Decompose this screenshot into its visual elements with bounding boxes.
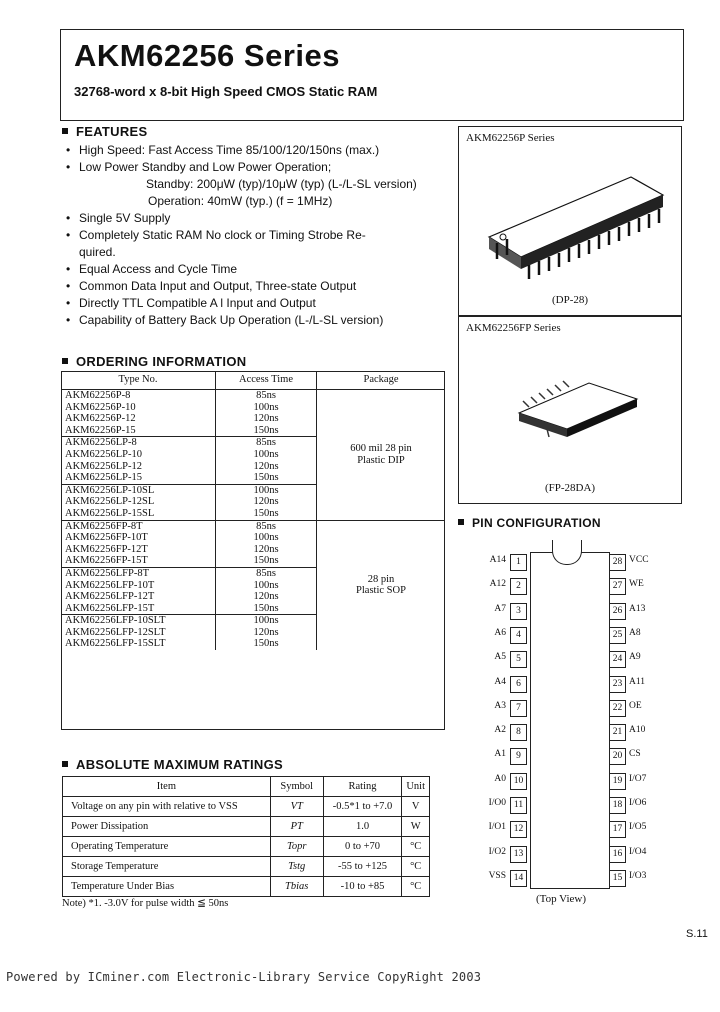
pin-number: 5	[510, 651, 527, 668]
access-cell: 120ns	[216, 461, 317, 473]
type-cell: AKM62256LP-15	[65, 472, 143, 484]
page-number: S.11	[686, 928, 708, 940]
col-unit: Unit	[402, 777, 430, 797]
pin-number: 17	[609, 821, 626, 838]
pin-number: 6	[510, 676, 527, 693]
fp-package-box	[458, 316, 682, 504]
pin-label: CS	[629, 749, 641, 760]
col-access: Access Time	[216, 371, 317, 390]
type-cell: AKM62256P-8	[65, 390, 131, 401]
col-rating: Rating	[323, 777, 402, 797]
pin-label: I/O1	[488, 822, 506, 833]
pin-number: 28	[609, 554, 626, 571]
type-cell: AKM62256P-12	[65, 413, 136, 425]
dip-package-box	[458, 126, 682, 316]
feature-item: • Directly TTL Compatible A l Input and Output	[66, 296, 316, 310]
pin-label: A2	[494, 725, 506, 736]
pin-number: 15	[609, 870, 626, 887]
ratings-note: Note) *1. -3.0V for pulse width ≦ 50ns	[62, 898, 229, 909]
access-cell: 100ns	[216, 532, 317, 544]
access-cell: 100ns	[216, 402, 317, 414]
feature-operation: Operation: 40mW (typ.) (f = 1MHz)	[148, 194, 333, 208]
fp-series-label: AKM62256FP Series	[466, 322, 561, 334]
pin-number: 2	[510, 578, 527, 595]
col-symbol: Symbol	[270, 777, 323, 797]
pin-label: A11	[629, 676, 646, 687]
access-cell: 85ns	[216, 437, 317, 449]
pin-number: 18	[609, 797, 626, 814]
pin-caption: (Top View)	[536, 893, 586, 905]
access-cell: 120ns	[216, 496, 317, 508]
type-cell: AKM62256LFP-12T	[65, 591, 155, 603]
feature-item: • Common Data Input and Output, Three-state Output	[66, 279, 357, 293]
type-cell: AKM62256LFP-10SLT	[61, 615, 216, 627]
pin-label: I/O0	[488, 798, 506, 808]
pin-label: I/O7	[629, 773, 647, 784]
access-cell: 100ns	[216, 449, 317, 461]
pin-number: 14	[510, 870, 527, 887]
table-row	[61, 520, 445, 532]
access-cell: 85ns	[216, 520, 317, 532]
pin-label: WE	[629, 579, 644, 590]
type-cell: AKM62256LFP-12SLT	[65, 626, 166, 638]
pin-number: 4	[510, 627, 527, 644]
access-cell: 120ns	[216, 591, 317, 603]
pin-label: OE	[629, 700, 642, 711]
type-cell: AKM62256FP-10T	[65, 532, 148, 544]
col-item: Item	[63, 777, 271, 797]
features-heading: FEATURES	[62, 124, 148, 139]
pin-label: I/O3	[629, 870, 647, 881]
sop-chip-icon	[509, 377, 649, 447]
table-row: Storage Temperature Tstg -55 to +125 °C	[63, 857, 430, 877]
dip-chip-icon	[481, 167, 671, 282]
feature-standby: Standby: 200μW (typ)/10μW (typ) (L-/L-SL version)	[146, 177, 417, 191]
pin-label: A9	[629, 652, 641, 663]
dip-series-label: AKM62256P Series	[466, 132, 555, 144]
access-cell: 120ns	[216, 413, 317, 425]
feature-item: • Single 5V Supply	[66, 211, 171, 225]
pin-label: I/O4	[629, 846, 647, 857]
access-cell: 150ns	[216, 425, 317, 437]
access-cell: 150ns	[216, 603, 317, 615]
feature-continued: quired.	[79, 245, 116, 259]
pin-label: A10	[629, 725, 646, 736]
type-cell: AKM62256P-15	[65, 424, 136, 436]
access-cell: 85ns	[216, 567, 317, 579]
dip-caption: (DP-28)	[551, 294, 589, 306]
pin-label: A0	[494, 773, 506, 784]
page-title: AKM62256 Series	[74, 38, 340, 73]
feature-item: • Completely Static RAM No clock or Timing Strobe Re-	[66, 228, 366, 242]
pin-label: A4	[494, 676, 506, 687]
feature-item: • Capability of Battery Back Up Operation (L-/L-SL version)	[66, 313, 384, 327]
pin-label: A6	[494, 627, 506, 638]
pin-label: A13	[629, 603, 646, 614]
dip-chip-outline	[530, 552, 610, 889]
ratings-heading: ABSOLUTE MAXIMUM RATINGS	[62, 757, 283, 772]
pin-number: 3	[510, 603, 527, 620]
pin-label: I/O2	[488, 846, 506, 857]
type-cell: AKM62256FP-12T	[65, 543, 148, 555]
table-row: Temperature Under Bias Tbias -10 to +85 °C	[63, 877, 430, 897]
type-cell: AKM62256LP-10	[65, 448, 143, 460]
package-cell: 28 pin Plastic SOP	[317, 520, 446, 650]
pin-label: A7	[494, 603, 506, 614]
table-row	[61, 390, 445, 402]
pin-label: A8	[629, 627, 641, 638]
package-cell: 600 mil 28 pin Plastic DIP	[317, 390, 446, 521]
pin-number: 13	[510, 846, 527, 863]
page-subtitle: 32768-word x 8-bit High Speed CMOS Static RAM	[74, 84, 378, 99]
type-cell: AKM62256LP-12SL	[65, 496, 155, 508]
pin-number: 27	[609, 578, 626, 595]
pin-heading: PIN CONFIGURATION	[458, 516, 601, 530]
type-cell: AKM62256LP-10SL	[61, 484, 216, 496]
pin-number: 20	[609, 748, 626, 765]
pin-number: 10	[510, 773, 527, 790]
pin-label: A3	[494, 700, 506, 711]
col-package: Package	[317, 371, 446, 390]
access-cell: 120ns	[216, 544, 317, 556]
type-cell: AKM62256FP-8T	[61, 520, 216, 532]
col-type: Type No.	[61, 371, 216, 390]
pin-label: I/O6	[629, 798, 647, 808]
pin-label: A14	[489, 555, 506, 565]
feature-item: • High Speed: Fast Access Time 85/100/120/150ns (max.)	[66, 143, 380, 157]
features-list	[66, 142, 456, 329]
access-cell: 150ns	[216, 638, 317, 650]
access-cell: 150ns	[216, 472, 317, 484]
pin-number: 16	[609, 846, 626, 863]
type-cell: AKM62256LFP-10T	[65, 579, 155, 591]
pin-number: 12	[510, 821, 527, 838]
pin-number: 19	[609, 773, 626, 790]
footer-text: Powered by ICminer.com Electronic-Library Service CopyRight 2003	[6, 970, 482, 984]
pin-number: 11	[510, 797, 527, 814]
pin-number: 25	[609, 627, 626, 644]
access-cell: 150ns	[216, 555, 317, 567]
table-row: Voltage on any pin with relative to VSS VT -0.5*1 to +7.0 V	[63, 797, 430, 817]
access-cell: 120ns	[216, 627, 317, 639]
pin-number: 23	[609, 676, 626, 693]
type-cell: AKM62256P-10	[65, 401, 136, 413]
type-cell: AKM62256LFP-8T	[61, 567, 216, 579]
chip-notch	[552, 540, 582, 565]
type-cell: AKM62256FP-15T	[65, 555, 148, 567]
table-row: Operating Temperature Topr 0 to +70 °C	[63, 837, 430, 857]
pin-number: 9	[510, 748, 527, 765]
ordering-heading: ORDERING INFORMATION	[62, 354, 246, 369]
pin-number: 21	[609, 724, 626, 741]
ordering-table	[61, 371, 445, 650]
feature-item: • Equal Access and Cycle Time	[66, 262, 238, 276]
pin-number: 24	[609, 651, 626, 668]
type-cell: AKM62256LP-15SL	[65, 507, 155, 519]
table-row: Power Dissipation PT 1.0 W	[63, 817, 430, 837]
access-cell: 100ns	[216, 484, 317, 496]
pin-label: A12	[489, 579, 506, 590]
type-cell: AKM62256LP-8	[61, 437, 216, 449]
pin-label: A5	[494, 652, 506, 663]
pin-label: VCC	[629, 555, 649, 565]
type-cell: AKM62256LFP-15T	[65, 602, 155, 614]
pin-number: 22	[609, 700, 626, 717]
access-cell: 100ns	[216, 615, 317, 627]
type-cell: AKM62256LFP-15SLT	[65, 638, 166, 650]
fp-caption: (FP-28DA)	[544, 482, 596, 494]
pin-label: A1	[494, 749, 506, 760]
access-cell: 100ns	[216, 580, 317, 592]
access-cell: 85ns	[216, 390, 317, 402]
pin-number: 7	[510, 700, 527, 717]
pin-number: 26	[609, 603, 626, 620]
access-cell: 150ns	[216, 508, 317, 520]
pin-label: VSS	[488, 870, 506, 881]
feature-item: • Low Power Standby and Low Power Operation;	[66, 160, 332, 174]
type-cell: AKM62256LP-12	[65, 460, 143, 472]
pin-number: 8	[510, 724, 527, 741]
pin-label: I/O5	[629, 822, 647, 833]
pin-number: 1	[510, 554, 527, 571]
ratings-table	[62, 776, 430, 897]
